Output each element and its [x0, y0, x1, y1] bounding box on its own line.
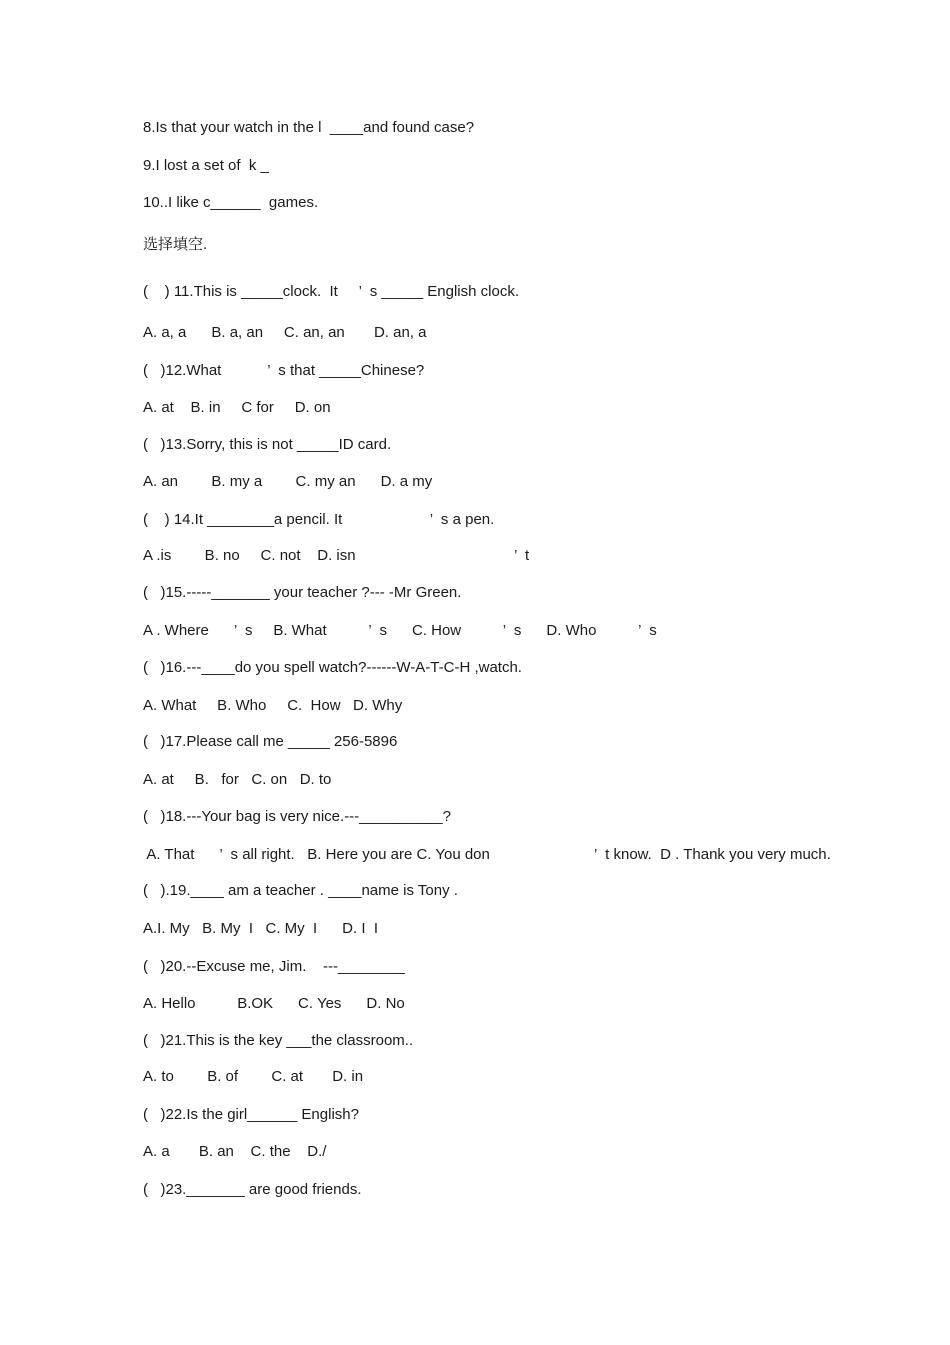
question-11: ( ) 11.This is _____clock. It ’ s _____ English clock. [143, 283, 519, 300]
fill-blank-item-10: 10..I like c______ games. [143, 194, 319, 211]
question-23: ( )23._______ are good friends. [143, 1181, 362, 1198]
options-13: A. an B. my a C. my an D. a my [143, 473, 433, 490]
options-12: A. at B. in C for D. on [143, 399, 331, 416]
section-title: 选择填空. [143, 236, 208, 253]
options-15: A . Where ’ s B. What ’ s C. How ’ s D. Who ’ s [143, 622, 657, 639]
options-18: A. That ’ s all right. B. Here you are C. You don ’ t know. D . Thank you very much. [143, 846, 831, 863]
question-18: ( )18.---Your bag is very nice.---__________? [143, 808, 451, 825]
fill-blank-item-8: 8.Is that your watch in the l ____and found case? [143, 119, 475, 136]
question-14: ( ) 14.It ________a pencil. It ’ s a pen. [143, 511, 495, 528]
question-21: ( )21.This is the key ___the classroom.. [143, 1032, 414, 1049]
options-19: A.I. My B. My I C. My I D. I I [143, 920, 379, 937]
options-14: A .is B. no C. not D. isn ’ t [143, 547, 530, 564]
fill-blank-item-9: 9.I lost a set of k _ [143, 157, 269, 174]
options-16: A. What B. Who C. How D. Why [143, 697, 403, 714]
question-12: ( )12.What ’ s that _____Chinese? [143, 362, 425, 379]
options-20: A. Hello B.OK C. Yes D. No [143, 995, 405, 1012]
options-11: A. a, a B. a, an C. an, an D. an, a [143, 324, 427, 341]
options-21: A. to B. of C. at D. in [143, 1068, 364, 1085]
question-15: ( )15.-----_______ your teacher ?--- -Mr Green. [143, 584, 462, 601]
question-13: ( )13.Sorry, this is not _____ID card. [143, 436, 392, 453]
question-22: ( )22.Is the girl______ English? [143, 1106, 359, 1123]
question-17: ( )17.Please call me _____ 256-5896 [143, 733, 398, 750]
question-19: ( ).19.____ am a teacher . ____name is Tony . [143, 882, 458, 899]
options-22: A. a B. an C. the D./ [143, 1143, 327, 1160]
question-16: ( )16.---____do you spell watch?------W-A-T-C-H ,watch. [143, 659, 522, 676]
options-17: A. at B. for C. on D. to [143, 771, 332, 788]
question-20: ( )20.--Excuse me, Jim. ---________ [143, 958, 405, 975]
